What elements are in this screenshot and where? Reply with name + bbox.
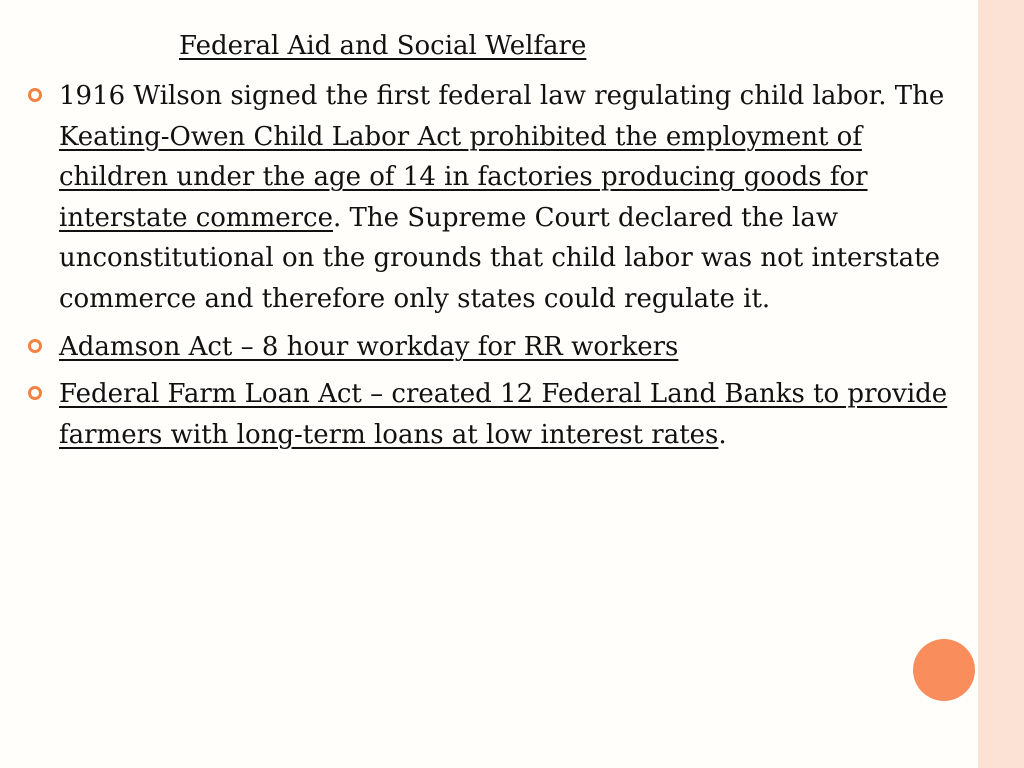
ring-bullet-icon (28, 386, 42, 400)
ring-bullet-icon (28, 88, 42, 102)
adamson-act-text: Adamson Act – 8 hour workday for RR workers (59, 331, 679, 362)
keating-owen-act-text: Keating-Owen Child Labor Act prohibited the employment of children under the age of 14 in factories producing goods for interstate commerce (59, 121, 868, 233)
ring-bullet-icon (28, 339, 42, 353)
decorative-circle (913, 639, 975, 701)
decorative-stripe-border (978, 0, 1024, 768)
bullet-item-farm-loan-act (28, 374, 972, 455)
bullet-text: . (718, 419, 727, 450)
farm-loan-act-text: Federal Farm Loan Act – created 12 Federal Land Banks to provide farmers with long-term loans at low interest rates (59, 379, 948, 450)
bullet-item-adamson-act (28, 327, 972, 368)
bullet-item-child-labor (28, 76, 972, 320)
slide-title: Federal Aid and Social Welfare (179, 31, 587, 61)
bullet-list (28, 76, 972, 462)
bullet-text: 1916 Wilson signed the first federal law regulating child labor. The (59, 81, 945, 111)
bullet-text: . The Supreme Court declared the law unconstitutional on the grounds that child labor was not interstate commerce and therefore only states could regulate it. (59, 202, 940, 314)
